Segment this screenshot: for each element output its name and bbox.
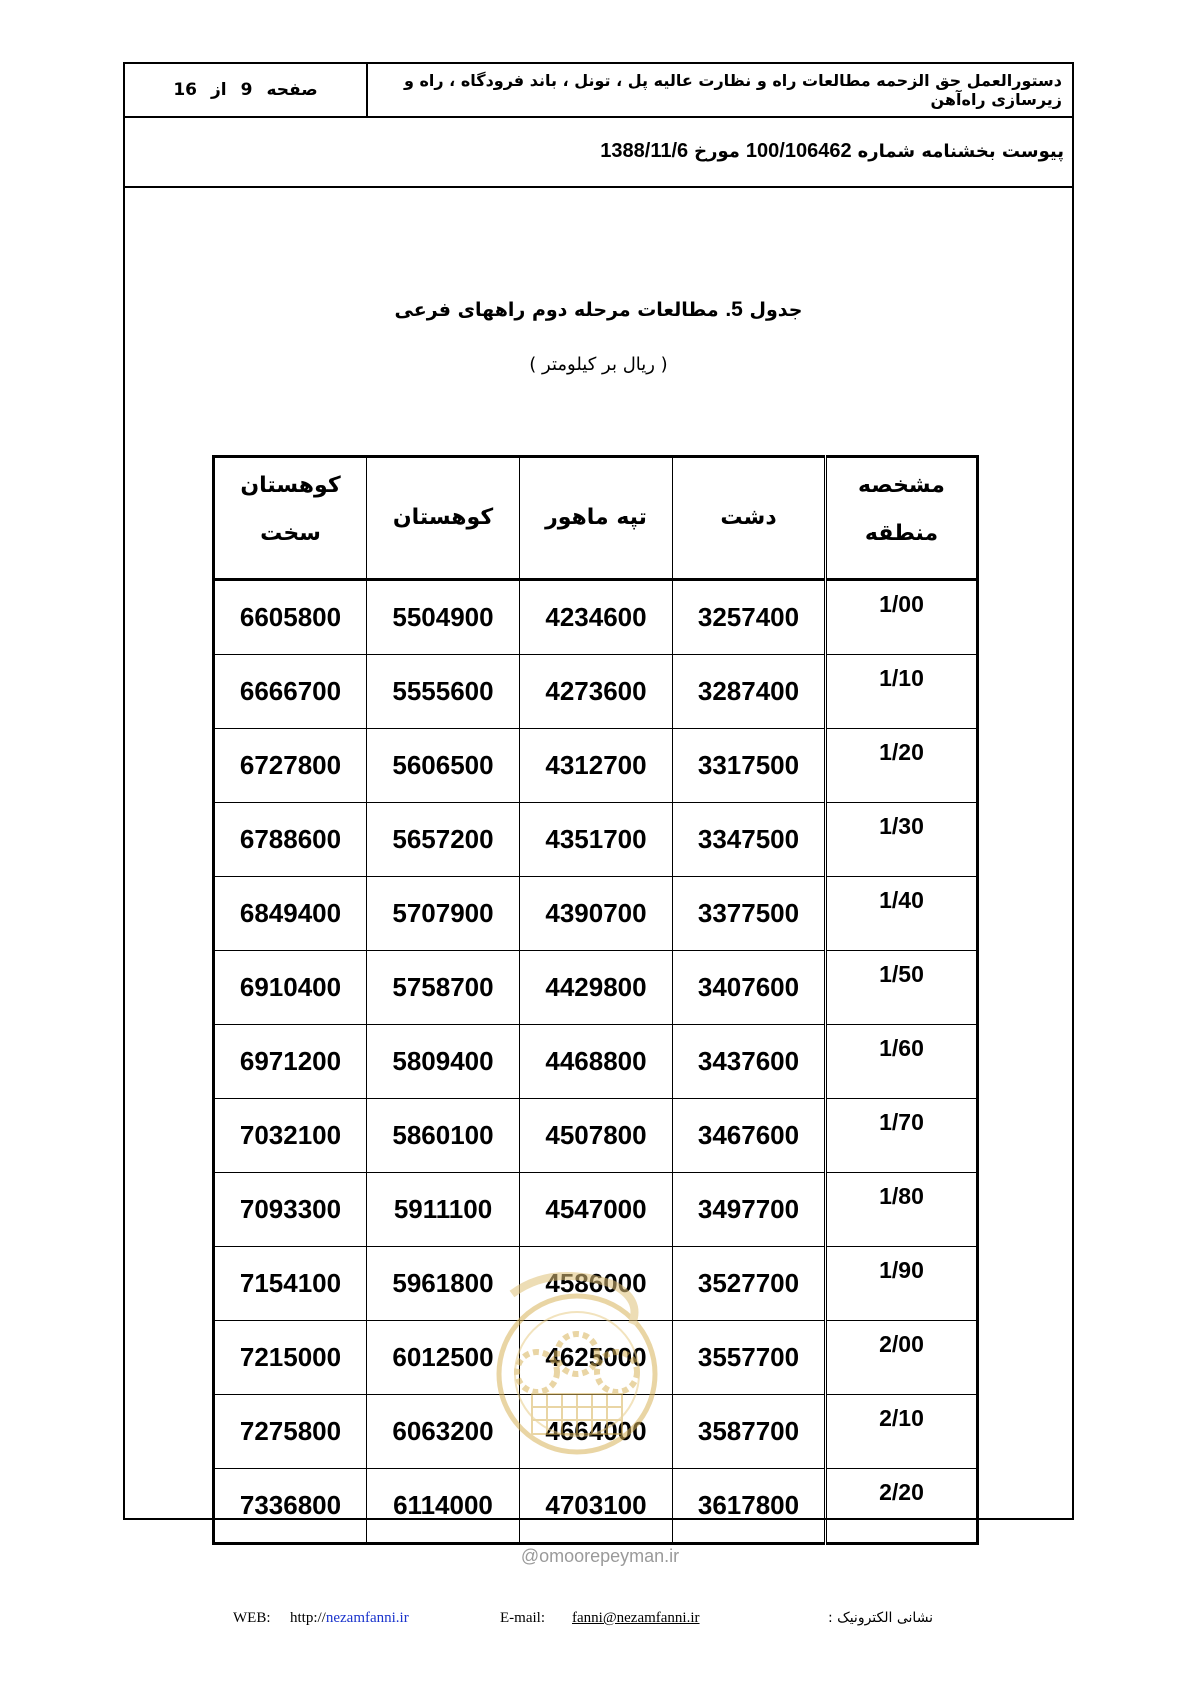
cell-hilly: 4625000 xyxy=(520,1321,673,1395)
header-divider xyxy=(366,64,368,116)
cell-hilly: 4429800 xyxy=(520,951,673,1025)
footer-web-label: WEB: xyxy=(233,1610,271,1626)
cell-hard-mountain: 6605800 xyxy=(214,580,367,655)
table-row xyxy=(214,655,978,729)
cell-hilly: 4273600 xyxy=(520,655,673,729)
header-zone-line2: منطقه xyxy=(864,521,939,546)
table-row xyxy=(214,803,978,877)
cell-zone: 1/80 xyxy=(826,1173,978,1247)
table-title xyxy=(125,298,1072,322)
cell-zone: 1/30 xyxy=(826,803,978,877)
header-hilly: تپه ماهور xyxy=(520,457,673,580)
cell-plain: 3467600 xyxy=(673,1099,826,1173)
cell-hilly: 4468800 xyxy=(520,1025,673,1099)
page-frame xyxy=(123,62,1074,1520)
header-zone-line1: مشخصه xyxy=(858,473,945,498)
cell-zone: 1/70 xyxy=(826,1099,978,1173)
cell-mountain: 5606500 xyxy=(367,729,520,803)
cell-zone: 1/10 xyxy=(826,655,978,729)
footer-web-url[interactable] xyxy=(290,1610,409,1627)
cell-zone: 2/00 xyxy=(826,1321,978,1395)
table-header-row xyxy=(214,457,978,580)
cell-plain: 3587700 xyxy=(673,1395,826,1469)
cell-hilly: 4234600 xyxy=(520,580,673,655)
cell-hard-mountain: 7215000 xyxy=(214,1321,367,1395)
cell-zone: 1/40 xyxy=(826,877,978,951)
cell-plain: 3287400 xyxy=(673,655,826,729)
cell-hard-mountain: 7336800 xyxy=(214,1469,367,1544)
cell-hilly: 4547000 xyxy=(520,1173,673,1247)
cell-mountain: 5707900 xyxy=(367,877,520,951)
cell-zone: 1/50 xyxy=(826,951,978,1025)
cell-hard-mountain: 6666700 xyxy=(214,655,367,729)
attachment-date: 1388/11/6 xyxy=(600,139,689,162)
cell-plain: 3497700 xyxy=(673,1173,826,1247)
footer-web-prefix: http:// xyxy=(290,1610,326,1626)
header-hard-line2: سخت xyxy=(260,521,321,546)
cell-hard-mountain: 6849400 xyxy=(214,877,367,951)
table-title-number: 5. xyxy=(725,298,743,321)
cell-mountain: 5504900 xyxy=(367,580,520,655)
cell-plain: 3257400 xyxy=(673,580,826,655)
calligraphy-icon xyxy=(512,1276,635,1324)
table-row xyxy=(214,1099,978,1173)
table-title-prefix: جدول xyxy=(749,299,803,321)
cell-zone: 1/60 xyxy=(826,1025,978,1099)
gear-icon xyxy=(517,1352,557,1392)
page-indicator xyxy=(125,64,366,116)
gear-icon xyxy=(597,1352,637,1392)
table-row xyxy=(214,1173,978,1247)
footer-email-link[interactable]: fanni@nezamfanni.ir xyxy=(572,1610,700,1626)
footer-electronic-label: نشانی الکترونیک : xyxy=(828,1610,934,1626)
cell-zone: 2/10 xyxy=(826,1395,978,1469)
cell-hard-mountain: 7032100 xyxy=(214,1099,367,1173)
cell-hilly: 4586000 xyxy=(520,1247,673,1321)
footer-web-link[interactable]: nezamfanni.ir xyxy=(325,1610,409,1626)
cell-mountain: 5555600 xyxy=(367,655,520,729)
cell-hilly: 4351700 xyxy=(520,803,673,877)
header-plain: دشت xyxy=(673,457,826,580)
cell-hard-mountain: 7093300 xyxy=(214,1173,367,1247)
table-row xyxy=(214,1025,978,1099)
cell-hilly: 4703100 xyxy=(520,1469,673,1544)
cell-plain: 3557700 xyxy=(673,1321,826,1395)
table-row xyxy=(214,877,978,951)
table-row xyxy=(214,580,978,655)
table-row xyxy=(214,951,978,1025)
cell-plain: 3377500 xyxy=(673,877,826,951)
cell-zone: 1/90 xyxy=(826,1247,978,1321)
cell-mountain: 5911100 xyxy=(367,1173,520,1247)
cell-hard-mountain: 6971200 xyxy=(214,1025,367,1099)
page-total: 16 xyxy=(173,80,197,100)
cell-mountain: 5758700 xyxy=(367,951,520,1025)
cell-hard-mountain: 6727800 xyxy=(214,729,367,803)
cell-mountain: 6012500 xyxy=(367,1321,520,1395)
cell-zone: 2/20 xyxy=(826,1469,978,1544)
cell-mountain: 5657200 xyxy=(367,803,520,877)
cell-hard-mountain: 7154100 xyxy=(214,1247,367,1321)
watermark-seal xyxy=(492,1254,662,1464)
page-number: 9 xyxy=(240,80,253,100)
cell-plain: 3317500 xyxy=(673,729,826,803)
cell-plain: 3407600 xyxy=(673,951,826,1025)
attachment-reference xyxy=(164,118,1064,184)
attachment-date-word: مورخ xyxy=(694,140,740,162)
cell-hilly: 4390700 xyxy=(520,877,673,951)
table-title-text: مطالعات مرحله دوم راههای فرعی xyxy=(394,299,719,321)
cell-mountain: 5961800 xyxy=(367,1247,520,1321)
cell-mountain: 6063200 xyxy=(367,1395,520,1469)
cell-hilly: 4507800 xyxy=(520,1099,673,1173)
cell-hilly: 4312700 xyxy=(520,729,673,803)
cell-plain: 3527700 xyxy=(673,1247,826,1321)
attachment-text: پیوست بخشنامه شماره xyxy=(857,140,1064,162)
watermark-site: @omoorepeyman.ir xyxy=(520,1546,680,1566)
cell-plain: 3437600 xyxy=(673,1025,826,1099)
footer xyxy=(0,1610,1190,1634)
page-word: صفحه xyxy=(266,80,318,100)
of-word: از xyxy=(210,80,227,100)
attachment-number: 100/106462 xyxy=(745,139,852,162)
table-row xyxy=(214,729,978,803)
cell-hard-mountain: 7275800 xyxy=(214,1395,367,1469)
cell-zone: 1/00 xyxy=(826,580,978,655)
header-row xyxy=(125,64,1072,118)
cell-plain: 3617800 xyxy=(673,1469,826,1544)
cell-mountain: 6114000 xyxy=(367,1469,520,1544)
attachment-row xyxy=(125,118,1072,188)
header-hard-line1: کوهستان xyxy=(240,473,341,498)
table-unit: ( ریال بر کیلومتر ) xyxy=(529,354,668,375)
document-title: دستورالعمل حق الزحمه مطالعات راه و نظارت عالیه پل ، تونل ، باند فرودگاه ، راه و زیرسازی راه‌آهن xyxy=(403,71,1062,109)
header-mountain: کوهستان xyxy=(367,457,520,580)
table-row xyxy=(214,1469,978,1544)
footer-email-label: E-mail: xyxy=(500,1610,545,1626)
cell-mountain: 5860100 xyxy=(367,1099,520,1173)
gear-icon xyxy=(557,1334,597,1374)
header-zone xyxy=(826,457,978,580)
cell-plain: 3347500 xyxy=(673,803,826,877)
cell-mountain: 5809400 xyxy=(367,1025,520,1099)
cell-hilly: 4664000 xyxy=(520,1395,673,1469)
header-hard-mountain xyxy=(214,457,367,580)
cell-hard-mountain: 6910400 xyxy=(214,951,367,1025)
cell-zone: 1/20 xyxy=(826,729,978,803)
cell-hard-mountain: 6788600 xyxy=(214,803,367,877)
